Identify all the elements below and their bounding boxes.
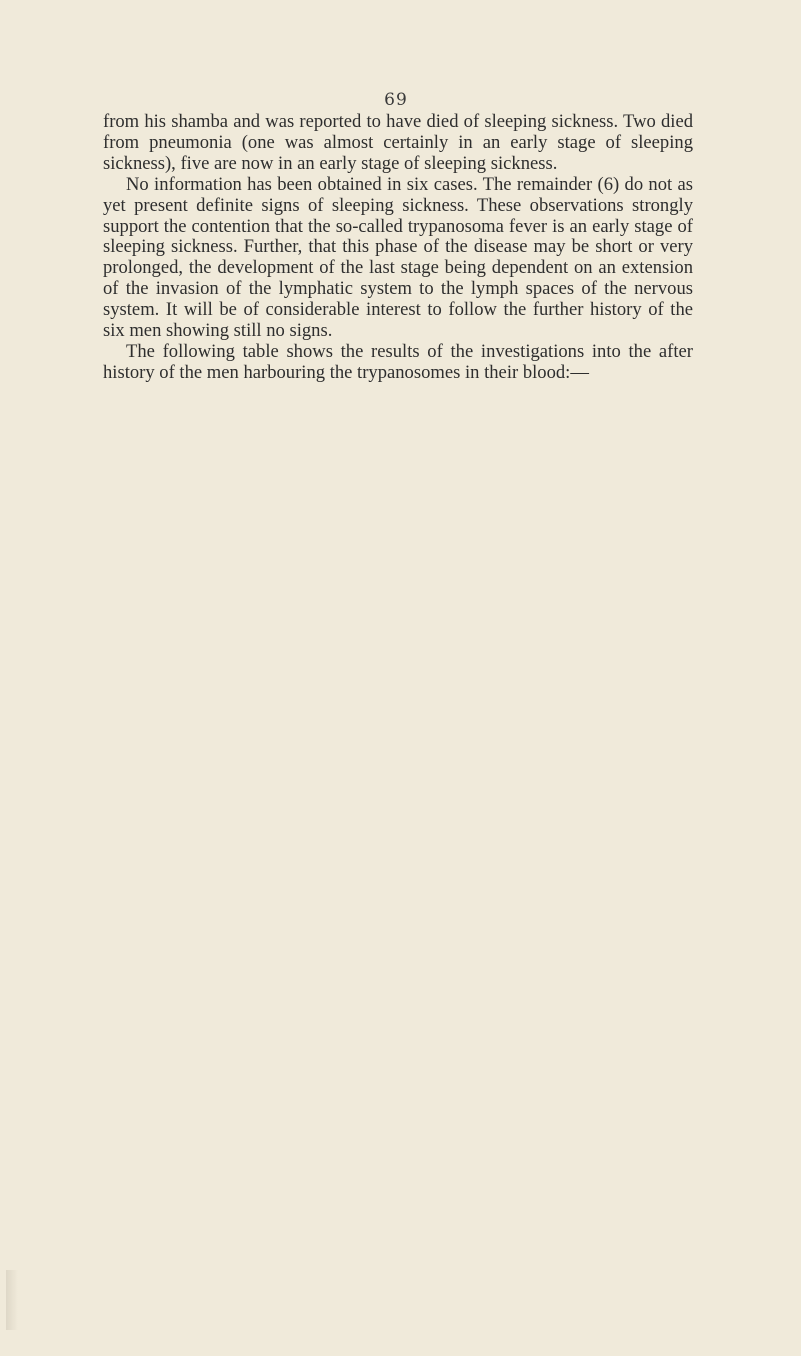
body-text (103, 112, 693, 384)
binding-shadow (6, 1270, 18, 1330)
paragraph-no-information: No information has been obtained in six cases. The remainder (6) do not as yet present definite signs of sleeping sickness. These observations strongly support the contention that the so-called trypanosoma fever is an early stage of sleeping sickness. Further, that this phase of the disease may be short or very prolonged, the development of the last stage being dependent on an extension of the invasion of the lymphatic system to the lymph spaces of the nervous system. It will be of considerable interest to follow the further history of the six men showing still no signs. (103, 173, 693, 342)
page-number: 69 (384, 90, 408, 110)
paragraph-continuation: from his shamba and was reported to have died of sleeping sickness. Two died from pneumonia (one was almost certainly in an early stage of sleeping sickness), five are now in an early stage of sleeping sickness. (103, 111, 693, 174)
paragraph-table-intro: The following table shows the results of the investigations into the after history of the men harbouring the trypanosomes in their blood:— (103, 340, 693, 383)
